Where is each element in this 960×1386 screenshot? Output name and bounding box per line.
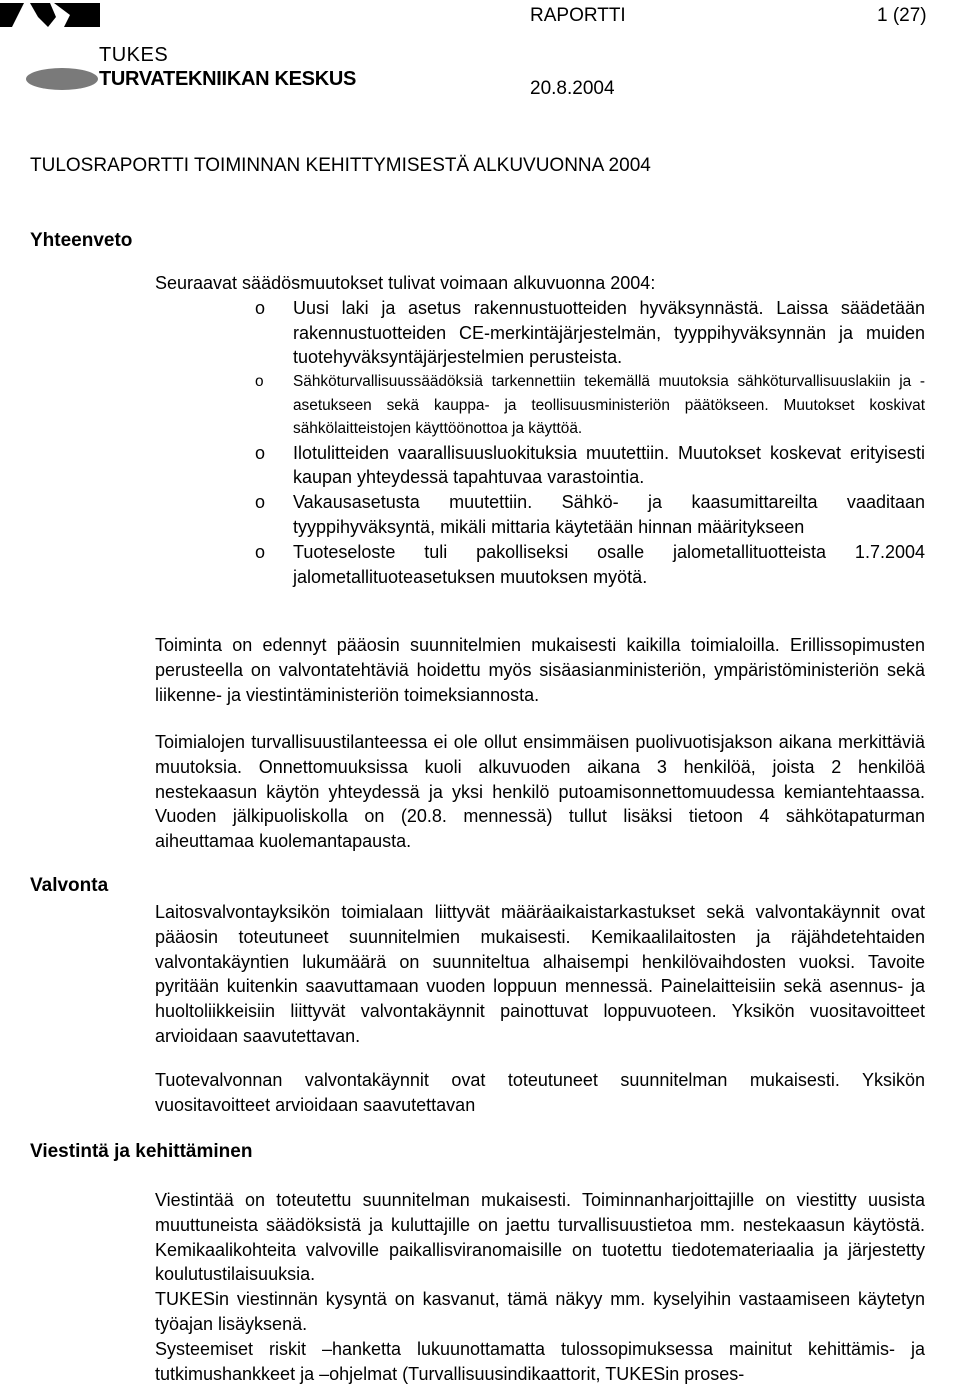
bullet-marker: o (255, 373, 264, 391)
paragraph-text: Toimialojen turvallisuustilanteessa ei ole ollut ensimmäisen puolivuotisjakson aikana merkittäviä muutoksia. Onnettomuuksissa kuoli alkuvuoden aikana 3 henkilöä, joista 2 henkilöä nestekaasun käytön yhteydessä ja yksi henkilö putoamisonnettomuudessa kemiantehtaassa. Vuoden jälkipuoliskolla on (20.8. mennessä) tullut lisäksi tietoon 4 sähkötapaturman aiheuttamaa kuolemantapausta. (155, 732, 925, 852)
bullet-marker: o (255, 492, 266, 513)
section-heading-supervision: Valvonta (30, 875, 109, 896)
document-title: TULOSRAPORTTI TOIMINNAN KEHITTYMISESTÄ ALKUVUONNA 2004 (30, 155, 651, 176)
logo-subtitle: TURVATEKNIIKAN KESKUS (99, 68, 357, 90)
doc-date: 20.8.2004 (530, 78, 615, 99)
list-item (155, 540, 925, 590)
paragraph-communication (155, 1188, 925, 1386)
paragraph-text: Laitosvalvontayksikön toimialaan liittyvät määräaikaistarkastukset sekä valvontakäynnit ovat pääosin toteutuneet suunnitelmien mukaisesti. Kemikaalilaitosten ja räjähdetehtaiden valvontakäyntien lukumäärä on suunniteltua alhaisempi henkilövaihdosten vuoksi. Tavoite pyritään kuitenkin saavuttamaan vuoden loppuun mennessä. Painelaitteisiin sekä asennus- ja huoltoliikkeisiin liittyvät valvontakäynnit painottuvat loppuvuoteen. Yksikön vuositavoitteet arvioidaan saavutettavan. (155, 902, 925, 1046)
paragraph-plant-supervision (155, 900, 925, 1049)
list-item (155, 441, 925, 491)
list-item (155, 296, 925, 370)
tukes-logo-mark (0, 3, 100, 100)
list-item-text: Sähköturvallisuussäädöksiä tarkennettiin tekemällä muutoksia sähköturvallisuuslakiin ja -asetukseen sekä kauppa- ja teollisuusministeriön päätökseen. Muutokset koskivat sähkölaitteistojen käyttöönottoa ja käyttöä. (293, 373, 925, 438)
list-item (155, 370, 925, 441)
list-item-text: Vakausasetusta muutettiin. Sähkö- ja kaasumittareilta vaaditaan tyyppihyväksyntä, mikäli mittaria käytetään hinnan määritykseen (293, 492, 925, 538)
paragraph-product-supervision (155, 1068, 925, 1118)
regulation-changes-list (155, 271, 925, 589)
paragraph-text: Systeemiset riskit –hanketta lukuunottamatta tulossopimuksessa mainitut kehittämis- ja tutkimushankkeet ja –ohjelmat (Turvallisuusindikaattorit, TUKESin proses- (155, 1338, 925, 1384)
paragraph-overview (155, 633, 925, 707)
paragraph-safety-situation (155, 730, 925, 854)
section-heading-summary: Yhteenveto (30, 230, 133, 251)
paragraph-text: Viestintää on toteutettu suunnitelman mukaisesti. Toiminnanharjoittajille on viestitty uusista muuttuneista säädöksistä ja kuluttajille on jaettu turvallisuustietoa mm. nestekaasun käytöstä. Kemikaalikohteita valvoville paikallisviranomaisille on tuotettu tiedotemateriaalia ja järjestetty koulutustilaisuuksia. (155, 1190, 925, 1285)
bullet-marker: o (255, 541, 266, 562)
section-heading-communication: Viestintä ja kehittäminen (30, 1141, 253, 1162)
paragraph-text: TUKESin viestinnän kysyntä on kasvanut, tämä näkyy mm. kyselyihin vastaamiseen käytetyn työajan lisäyksenä. (155, 1289, 925, 1334)
list-item-text: Uusi laki ja asetus rakennustuotteiden hyväksynnästä. Laissa säädetään rakennustuotteiden CE-merkintäjärjestelmän, tyyppihyväksynnän ja muiden tuotehyväksyntäjärjestelmien perusteista. (293, 297, 925, 368)
bullet-marker: o (255, 297, 266, 318)
paragraph-text: Toiminta on edennyt pääosin suunnitelmien mukaisesti kaikilla toimialoilla. Erillissopimusten perusteella on valvontatehtäviä hoidettu myös sisäasianministeriön, ympäristöministeriön sekä liikenne- ja viestintäministeriön toimeksiannosta. (155, 635, 925, 705)
bullet-marker: o (255, 442, 266, 463)
list-item-text: Tuoteseloste tuli pakolliseksi osalle jalometallituotteista 1.7.2004 jalometallituoteasetuksen muutoksen myötä. (293, 541, 925, 587)
list-item-text: Ilotulitteiden vaarallisuusluokituksia muutettiin. Muutokset koskevat erityisesti kaupan yhteydessä tapahtuvaa varastointia. (293, 442, 925, 488)
paragraph-text: Tuotevalvonnan valvontakäynnit ovat toteutuneet suunnitelman mukaisesti. Yksikön vuositavoitteet arvioidaan saavutettavan (155, 1070, 925, 1115)
list-intro: Seuraavat säädösmuutokset tulivat voimaan alkuvuonna 2004: (155, 273, 656, 293)
doc-type: RAPORTTI (530, 5, 626, 26)
logo-name: TUKES (99, 44, 169, 66)
page-number: 1 (27) (877, 5, 927, 26)
list-item (155, 490, 925, 540)
